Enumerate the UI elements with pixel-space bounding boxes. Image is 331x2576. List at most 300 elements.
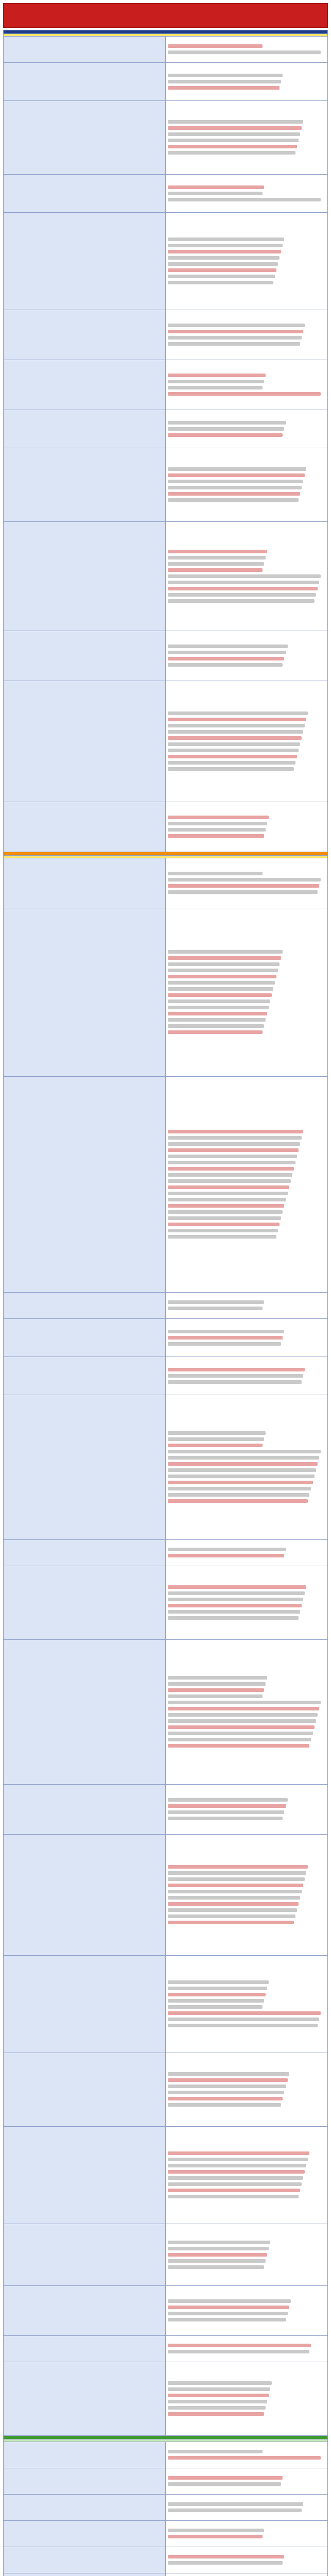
unreadable-text-line [168, 198, 321, 201]
unreadable-text-line [168, 975, 276, 978]
unreadable-text-line [168, 2312, 288, 2315]
region-detail [166, 1395, 328, 1540]
unreadable-text-line [168, 145, 297, 148]
region-row [4, 1956, 328, 2053]
unreadable-text-line [168, 44, 263, 48]
region-name [4, 213, 166, 310]
unreadable-text-line [168, 1210, 283, 1214]
unreadable-text-line [168, 969, 278, 972]
region-name [4, 2053, 166, 2127]
unreadable-text-line [168, 486, 302, 489]
unreadable-text-line [168, 1688, 264, 1692]
unreadable-text-line [168, 755, 297, 758]
unreadable-text-line [168, 1682, 266, 1686]
region-name [4, 175, 166, 213]
unreadable-text-line [168, 1499, 308, 1503]
unreadable-text-line [168, 2097, 283, 2100]
region-detail [166, 213, 328, 310]
region-row [4, 2573, 328, 2576]
unreadable-text-line [168, 556, 266, 560]
region-detail [166, 2573, 328, 2576]
unreadable-text-line [168, 1468, 316, 1472]
region-name [4, 1540, 166, 1566]
region-detail [166, 310, 328, 360]
unreadable-text-line [168, 2241, 270, 2244]
region-detail [166, 1077, 328, 1293]
unreadable-text-line [168, 1487, 311, 1490]
unreadable-text-line [168, 473, 305, 477]
region-name [4, 2336, 166, 2362]
unreadable-text-line [168, 749, 299, 752]
unreadable-text-line [168, 562, 264, 566]
region-row [4, 2362, 328, 2436]
unreadable-text-line [168, 663, 283, 667]
unreadable-text-line [168, 1810, 284, 1814]
unreadable-text-line [168, 1980, 269, 1984]
unreadable-text-line [168, 742, 300, 746]
region-name [4, 2547, 166, 2573]
unreadable-text-line [168, 244, 283, 247]
unreadable-text-line [168, 2018, 319, 2021]
unreadable-text-line [168, 185, 264, 189]
unreadable-text-line [168, 981, 275, 985]
unreadable-text-line [168, 550, 267, 553]
unreadable-text-line [168, 1604, 302, 1607]
region-row [4, 1566, 328, 1640]
unreadable-text-line [168, 139, 299, 142]
region-detail [166, 448, 328, 522]
region-detail [166, 2127, 328, 2224]
region-name [4, 37, 166, 63]
unreadable-text-line [168, 467, 306, 471]
unreadable-text-line [168, 342, 300, 346]
unreadable-text-line [168, 1161, 295, 1164]
unreadable-text-line [168, 581, 319, 584]
unreadable-text-line [168, 1437, 264, 1441]
unreadable-text-line [168, 1616, 299, 1620]
unreadable-text-line [168, 1342, 281, 1346]
unreadable-text-line [168, 480, 303, 483]
section-header [4, 30, 328, 34]
unreadable-text-line [168, 599, 315, 603]
region-detail [166, 2362, 328, 2436]
unreadable-text-line [168, 2306, 289, 2309]
region-row [4, 1835, 328, 1956]
unreadable-text-line [168, 2509, 302, 2512]
region-row [4, 802, 328, 852]
unreadable-text-line [168, 950, 283, 954]
unreadable-text-line [168, 2535, 263, 2538]
region-detail [166, 2442, 328, 2468]
unreadable-text-line [168, 492, 300, 496]
region-row [4, 1395, 328, 1540]
region-name [4, 1395, 166, 1540]
unreadable-text-line [168, 1993, 266, 1996]
region-row [4, 310, 328, 360]
region-detail [166, 908, 328, 1077]
region-name [4, 2442, 166, 2468]
unreadable-text-line [168, 2103, 281, 2107]
unreadable-text-line [168, 1908, 297, 1912]
unreadable-text-line [168, 657, 284, 660]
unreadable-text-line [168, 2164, 306, 2167]
unreadable-text-line [168, 1130, 303, 1133]
unreadable-text-line [168, 2158, 308, 2161]
region-detail [166, 63, 328, 101]
region-row [4, 2127, 328, 2224]
unreadable-text-line [168, 2456, 321, 2460]
region-detail [166, 2224, 328, 2286]
region-row [4, 1357, 328, 1395]
unreadable-text-line [168, 2555, 284, 2558]
unreadable-text-line [168, 250, 281, 253]
unreadable-text-line [168, 126, 302, 130]
unreadable-text-line [168, 275, 275, 278]
unreadable-text-line [168, 1902, 299, 1906]
region-name [4, 858, 166, 908]
unreadable-text-line [168, 1307, 263, 1310]
region-name [4, 310, 166, 360]
unreadable-text-line [168, 828, 266, 832]
unreadable-text-line [168, 645, 288, 648]
unreadable-text-line [168, 1865, 308, 1869]
unreadable-text-line [168, 1725, 315, 1729]
unreadable-text-line [168, 2072, 289, 2076]
unreadable-text-line [168, 2176, 303, 2180]
unreadable-text-line [168, 380, 264, 383]
unreadable-text-line [168, 1216, 281, 1220]
region-detail [166, 2495, 328, 2521]
region-detail [166, 1540, 328, 1566]
unreadable-text-line [168, 1475, 315, 1478]
region-row [4, 2336, 328, 2362]
unreadable-text-line [168, 761, 295, 765]
unreadable-text-line [168, 1368, 305, 1371]
unreadable-text-line [168, 1914, 295, 1918]
region-row [4, 213, 328, 310]
region-row [4, 2521, 328, 2547]
unreadable-text-line [168, 1456, 319, 1460]
region-detail [166, 802, 328, 852]
unreadable-text-line [168, 2350, 309, 2353]
unreadable-text-line [168, 421, 286, 425]
unreadable-text-line [168, 2084, 286, 2088]
unreadable-text-line [168, 2381, 272, 2385]
unreadable-text-line [168, 1431, 266, 1435]
unreadable-text-line [168, 1374, 303, 1378]
unreadable-text-line [168, 2406, 266, 2410]
region-row [4, 1319, 328, 1357]
unreadable-text-line [168, 1921, 294, 1924]
region-row [4, 101, 328, 175]
unreadable-text-line [168, 2561, 283, 2565]
unreadable-text-line [168, 878, 321, 882]
section-header [4, 2436, 328, 2439]
unreadable-text-line [168, 1817, 283, 1820]
unreadable-text-line [168, 1450, 321, 1453]
region-detail [166, 175, 328, 213]
unreadable-text-line [168, 1136, 302, 1140]
unreadable-text-line [168, 1884, 303, 1887]
unreadable-text-line [168, 256, 280, 260]
unreadable-text-line [168, 574, 321, 578]
unreadable-text-line [168, 2400, 267, 2403]
unreadable-text-line [168, 151, 295, 155]
region-row [4, 63, 328, 101]
unreadable-text-line [168, 1890, 302, 1893]
unreadable-text-line [168, 1444, 263, 1447]
unreadable-text-line [168, 822, 267, 825]
region-row [4, 2286, 328, 2336]
unreadable-text-line [168, 1142, 300, 1146]
unreadable-text-line [168, 1018, 266, 1022]
region-name [4, 448, 166, 522]
unreadable-text-line [168, 593, 316, 597]
unreadable-text-line [168, 2011, 321, 2015]
unreadable-text-line [168, 2078, 288, 2082]
region-detail [166, 1357, 328, 1395]
unreadable-text-line [168, 999, 270, 1003]
region-name [4, 1357, 166, 1395]
region-row [4, 681, 328, 802]
unreadable-text-line [168, 1167, 294, 1171]
unreadable-text-line [168, 2529, 264, 2532]
region-name [4, 908, 166, 1077]
unreadable-text-line [168, 1493, 309, 1497]
unreadable-text-line [168, 1798, 288, 1802]
unreadable-text-line [168, 1192, 288, 1195]
region-row [4, 175, 328, 213]
region-detail [166, 410, 328, 448]
region-name [4, 2127, 166, 2224]
region-name [4, 410, 166, 448]
unreadable-text-line [168, 1185, 289, 1189]
region-detail [166, 1956, 328, 2053]
unreadable-text-line [168, 268, 276, 272]
unreadable-text-line [168, 2253, 267, 2257]
unreadable-text-line [168, 1738, 311, 1741]
unreadable-text-line [168, 1300, 264, 1304]
unreadable-text-line [168, 2412, 264, 2416]
unreadable-text-line [168, 1155, 297, 1158]
region-detail [166, 1319, 328, 1357]
section-title [4, 30, 328, 34]
unreadable-text-line [168, 2259, 266, 2263]
unreadable-text-line [168, 427, 284, 431]
region-row [4, 2442, 328, 2468]
unreadable-text-line [168, 1548, 286, 1551]
unreadable-text-line [168, 1591, 305, 1595]
unreadable-text-line [168, 1481, 313, 1484]
unreadable-text-line [168, 2502, 303, 2506]
unreadable-text-line [168, 730, 303, 734]
unreadable-text-line [168, 872, 263, 875]
unreadable-text-line [168, 330, 303, 333]
region-name [4, 2286, 166, 2336]
unreadable-text-line [168, 2450, 263, 2453]
region-name [4, 2224, 166, 2286]
unreadable-text-line [168, 324, 305, 327]
unreadable-text-line [168, 651, 286, 654]
unreadable-text-line [168, 2476, 283, 2480]
unreadable-text-line [168, 80, 281, 83]
region-detail [166, 681, 328, 802]
region-row [4, 631, 328, 681]
unreadable-text-line [168, 1987, 267, 1990]
region-detail [166, 101, 328, 175]
region-detail [166, 1640, 328, 1785]
unreadable-text-line [168, 1030, 263, 1034]
unreadable-text-line [168, 1585, 306, 1589]
unreadable-text-line [168, 724, 305, 727]
unreadable-text-line [168, 386, 263, 389]
unreadable-text-line [168, 498, 299, 502]
unreadable-text-line [168, 1198, 286, 1201]
region-detail [166, 2547, 328, 2573]
unreadable-text-line [168, 1024, 264, 1028]
unreadable-text-line [168, 1598, 303, 1601]
unreadable-text-line [168, 2344, 311, 2347]
unreadable-text-line [168, 568, 263, 572]
unreadable-text-line [168, 1148, 299, 1152]
unreadable-text-line [168, 50, 321, 54]
region-name [4, 522, 166, 631]
unreadable-text-line [168, 962, 280, 966]
unreadable-text-line [168, 86, 280, 90]
unreadable-text-line [168, 1610, 300, 1614]
unreadable-text-line [168, 2387, 270, 2391]
unreadable-text-line [168, 2247, 269, 2250]
unreadable-text-line [168, 1744, 309, 1748]
region-name [4, 2468, 166, 2495]
section-title [4, 2436, 328, 2439]
unreadable-text-line [168, 1204, 284, 1208]
region-name [4, 63, 166, 101]
unreadable-text-line [168, 1462, 318, 1466]
region-name [4, 2573, 166, 2576]
unreadable-text-line [168, 281, 273, 284]
unreadable-text-line [168, 1179, 291, 1183]
region-detail [166, 1566, 328, 1640]
unreadable-text-line [168, 1330, 284, 1333]
unreadable-text-line [168, 2195, 299, 2198]
unreadable-text-line [168, 433, 283, 437]
region-row [4, 1785, 328, 1835]
region-name [4, 631, 166, 681]
region-row [4, 2468, 328, 2495]
unreadable-text-line [168, 1173, 292, 1177]
unreadable-text-line [168, 1732, 313, 1735]
region-name [4, 1956, 166, 2053]
region-row [4, 2547, 328, 2573]
region-name [4, 1835, 166, 1956]
unreadable-text-line [168, 2299, 291, 2303]
region-name [4, 1077, 166, 1293]
region-row [4, 858, 328, 908]
unreadable-text-line [168, 1235, 276, 1239]
region-name [4, 101, 166, 175]
unreadable-text-line [168, 1719, 316, 1723]
unreadable-text-line [168, 1380, 302, 1384]
region-row [4, 908, 328, 1077]
region-row [4, 1540, 328, 1566]
region-name [4, 1566, 166, 1640]
unreadable-text-line [168, 392, 321, 396]
unreadable-text-line [168, 1877, 305, 1881]
region-detail [166, 360, 328, 410]
unreadable-text-line [168, 1554, 284, 1557]
region-row [4, 2224, 328, 2286]
unreadable-text-line [168, 2182, 302, 2186]
region-detail [166, 631, 328, 681]
unreadable-text-line [168, 767, 294, 771]
region-detail [166, 2521, 328, 2547]
region-row [4, 1077, 328, 1293]
unreadable-text-line [168, 2005, 263, 2009]
region-name [4, 681, 166, 802]
unreadable-text-line [168, 1707, 319, 1710]
region-row [4, 1293, 328, 1319]
region-name [4, 1640, 166, 1785]
unreadable-text-line [168, 2024, 318, 2027]
unreadable-text-line [168, 587, 318, 590]
region-detail [166, 1293, 328, 1319]
region-name [4, 360, 166, 410]
unreadable-text-line [168, 2091, 284, 2094]
unreadable-text-line [168, 736, 302, 740]
unreadable-text-line [168, 2482, 281, 2486]
header-banner [3, 3, 328, 28]
risk-area-table [3, 30, 328, 2576]
unreadable-text-line [168, 1701, 321, 1704]
region-detail [166, 1785, 328, 1835]
section-title [4, 852, 328, 856]
unreadable-text-line [168, 374, 266, 377]
unreadable-text-line [168, 1006, 269, 1009]
region-row [4, 448, 328, 522]
region-name [4, 2495, 166, 2521]
unreadable-text-line [168, 816, 269, 819]
unreadable-text-line [168, 1694, 263, 1698]
region-name [4, 1319, 166, 1357]
unreadable-text-line [168, 1713, 318, 1717]
region-name [4, 2521, 166, 2547]
region-name [4, 2362, 166, 2436]
region-detail [166, 2053, 328, 2127]
unreadable-text-line [168, 718, 306, 721]
region-name [4, 802, 166, 852]
unreadable-text-line [168, 884, 319, 888]
unreadable-text-line [168, 711, 308, 715]
unreadable-text-line [168, 2318, 286, 2321]
region-detail [166, 1835, 328, 1956]
unreadable-text-line [168, 993, 272, 997]
region-row [4, 410, 328, 448]
unreadable-text-line [168, 1896, 300, 1900]
unreadable-text-line [168, 1223, 280, 1226]
region-row [4, 522, 328, 631]
unreadable-text-line [168, 262, 278, 266]
region-name [4, 1785, 166, 1835]
unreadable-text-line [168, 987, 273, 991]
unreadable-text-line [168, 192, 263, 195]
unreadable-text-line [168, 1336, 283, 1340]
unreadable-text-line [168, 890, 318, 894]
region-row [4, 37, 328, 63]
unreadable-text-line [168, 2170, 305, 2174]
region-detail [166, 2336, 328, 2362]
region-name [4, 1293, 166, 1319]
